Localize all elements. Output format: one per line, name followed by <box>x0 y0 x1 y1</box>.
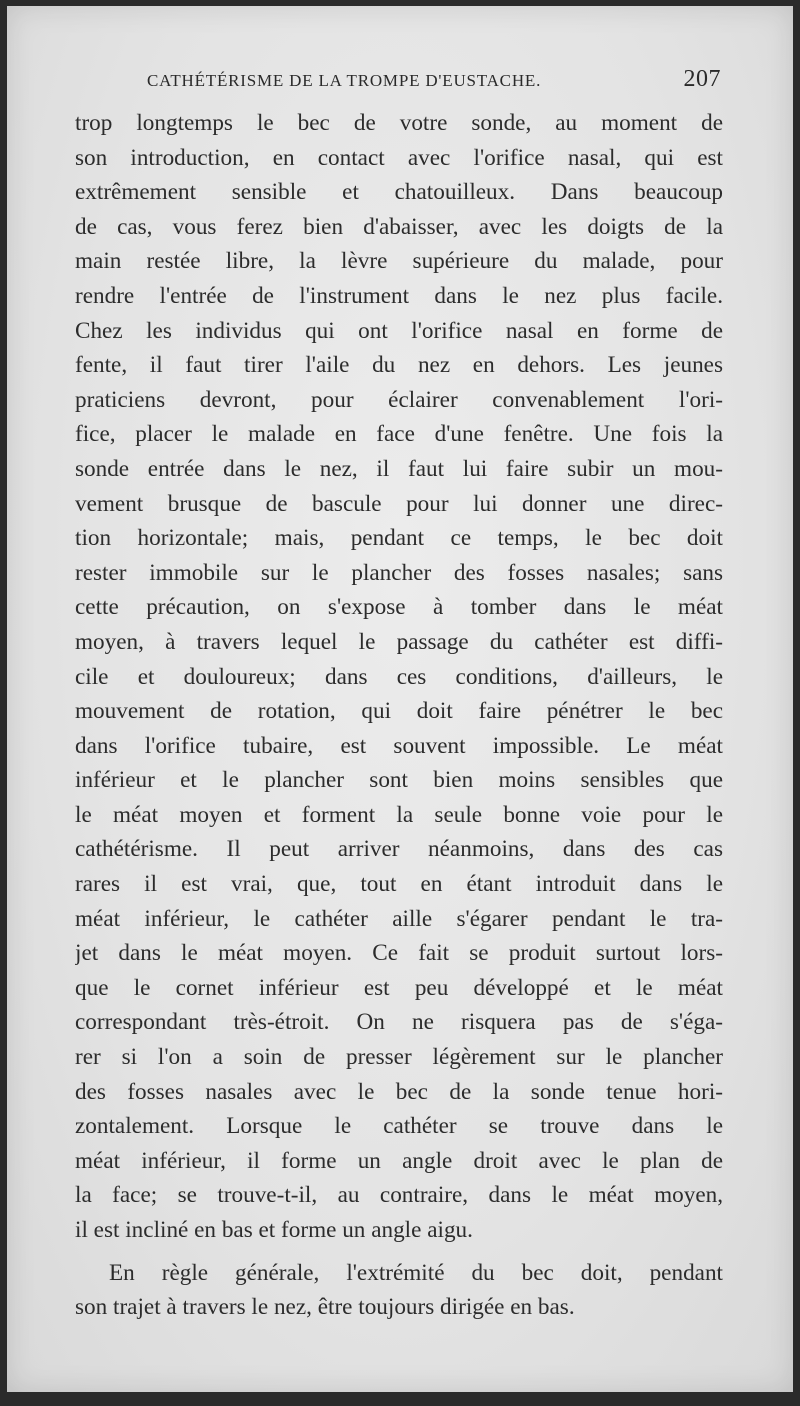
text-line: correspondant très-étroit. On ne risquera pas de s'éga- <box>75 1009 723 1036</box>
text-line: des fosses nasales avec le bec de la sonde tenue hori- <box>75 1078 723 1105</box>
text-line: extrêmement sensible et chatouilleux. Dans beaucoup <box>75 179 723 206</box>
text-line: il est incliné en bas et forme un angle aigu. <box>75 1217 473 1243</box>
text-line: le méat moyen et forment la seule bonne voie pour le <box>75 801 723 828</box>
text-line: la face; se trouve-t-il, au contraire, dans le méat moyen, <box>75 1182 723 1209</box>
text-line: zontalement. Lorsque le cathéter se trouve dans le <box>75 1113 723 1140</box>
text-line: fente, il faut tirer l'aile du nez en dehors. Les jeunes <box>75 352 723 379</box>
text-line: de cas, vous ferez bien d'abaisser, avec les doigts de la <box>75 213 723 240</box>
text-line: main restée libre, la lèvre supérieure du malade, pour <box>75 248 723 275</box>
text-line: dans l'orifice tubaire, est souvent impossible. Le méat <box>75 732 723 759</box>
text-line: En règle générale, l'extrémité du bec doit, pendant <box>109 1259 723 1286</box>
text-line: rendre l'entrée de l'instrument dans le nez plus facile. <box>75 282 723 309</box>
paragraph-container <box>75 106 723 1325</box>
book-page <box>7 6 793 1392</box>
text-line: cathétérisme. Il peut arriver néanmoins, dans des cas <box>75 836 723 863</box>
text-line: son introduction, en contact avec l'orifice nasal, qui est <box>75 144 723 171</box>
page-number: 207 <box>683 66 721 92</box>
text-line: fice, placer le malade en face d'une fenêtre. Une fois la <box>75 421 723 448</box>
text-line: cile et douloureux; dans ces conditions, d'ailleurs, le <box>75 663 723 690</box>
text-line: que le cornet inférieur est peu développé et le méat <box>75 974 723 1001</box>
running-title: CATHÉTÉRISME DE LA TROMPE D'EUSTACHE. <box>147 71 542 90</box>
paragraph <box>75 106 723 1248</box>
text-line: rer si l'on a soin de presser légèrement sur le plancher <box>75 1044 723 1071</box>
text-line: mouvement de rotation, qui doit faire pénétrer le bec <box>75 698 723 725</box>
text-line: méat inférieur, le cathéter aille s'égarer pendant le tra- <box>75 905 723 932</box>
paragraph <box>75 1256 723 1325</box>
text-line: trop longtemps le bec de votre sonde, au moment de <box>75 110 723 136</box>
text-line: inférieur et le plancher sont bien moins sensibles que <box>75 767 723 794</box>
text-line: sonde entrée dans le nez, il faut lui faire subir un mou- <box>75 455 723 482</box>
text-line: cette précaution, on s'expose à tomber dans le méat <box>75 594 723 621</box>
text-line: vement brusque de bascule pour lui donner une direc- <box>75 490 723 517</box>
text-line: moyen, à travers lequel le passage du cathéter est diffi- <box>75 628 723 655</box>
text-line: rares il est vrai, que, tout en étant introduit dans le <box>75 871 723 898</box>
text-line: Chez les individus qui ont l'orifice nasal en forme de <box>75 317 723 344</box>
text-line: jet dans le méat moyen. Ce fait se produit surtout lors- <box>75 940 723 967</box>
text-line: méat inférieur, il forme un angle droit avec le plan de <box>75 1147 723 1174</box>
body-text <box>75 106 723 1325</box>
text-line: tion horizontale; mais, pendant ce temps, le bec doit <box>75 525 723 552</box>
text-line: praticiens devront, pour éclairer convenablement l'ori- <box>75 386 723 413</box>
text-line: rester immobile sur le plancher des fosses nasales; sans <box>75 559 723 586</box>
running-head <box>75 66 721 96</box>
text-line: son trajet à travers le nez, être toujours dirigée en bas. <box>75 1294 575 1321</box>
